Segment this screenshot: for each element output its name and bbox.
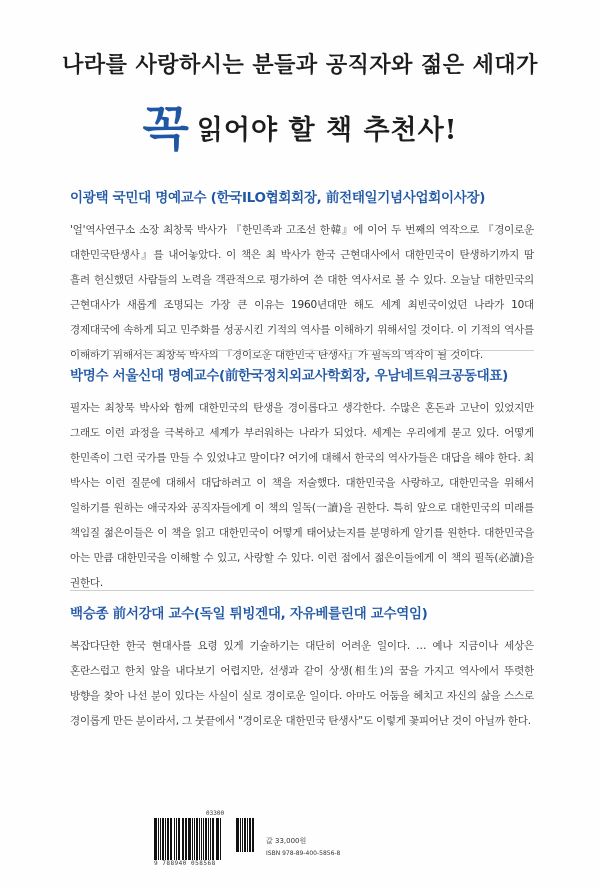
- section-divider: [70, 590, 534, 591]
- barcode-bar: [237, 818, 239, 852]
- barcode-bar: [165, 818, 166, 860]
- barcode-bar: [178, 818, 181, 860]
- barcode-bar: [171, 818, 172, 860]
- barcode-bar: [170, 818, 171, 860]
- barcode-bar: [176, 818, 177, 860]
- barcode-bar: [158, 818, 159, 860]
- emphasis-word: 꼭: [142, 101, 189, 157]
- headline-line-1: 나라를 사랑하시는 분들과 공직자와 젊은 세대가: [62, 52, 538, 78]
- barcode-addon-icon: [236, 818, 258, 852]
- price-label: 값 33,000원: [266, 837, 307, 845]
- barcode-bar: [162, 818, 165, 860]
- recommendation-text: '얼'역사연구소 소장 최창묵 박사가 『한민족과 고조선 한韓』에 이어 두 번째의 역작으로 『경이로운 대한민국탄생사』를 내어놓았다. 이 책은 최 박사가 한국 근현대사에서 대한민국이 탄생하기까지 땀 흘려 헌신했던 사람들의 노력을 객관적으로 평가하여 쓴 대한 역사서로 볼 수 있다. 오늘날 대한민국의 근현대사가 새롭게 조명되는 가장 큰 이유는 1960년대만 해도 세계 최빈국이었던 나라가 10대 경제대국에 속하게 되고 민주화를 성공시킨 기적의 역사를 이해하기 위해서일 것이다. 이 기적의 역사를 이해하기 위해서는 최창묵 박사의 『경이로운 대한민국 탄생사』가 필독의 역작이 될 것이다.: [70, 224, 534, 361]
- barcode-bar: [196, 818, 199, 860]
- barcode-bar: [185, 818, 187, 860]
- recommender-title: 이광택 국민대 명예교수 (한국ILO협회회장, 前전태일기념사업회이사장): [70, 190, 486, 206]
- barcode-bar: [212, 818, 215, 860]
- barcode-bar: [205, 818, 207, 860]
- barcode-bar: [199, 818, 200, 860]
- recommendation-3: [70, 602, 534, 734]
- barcode-bar: [192, 818, 193, 860]
- barcode-digits: 9 788940 058568: [154, 860, 216, 867]
- isbn-label: ISBN 978-89-400-5856-8: [266, 850, 341, 857]
- recommender-title: 박명수 서울신대 명예교수(前한국정치외교사학회장, 우남네트워크공동대표): [70, 368, 508, 384]
- barcode-bar: [210, 818, 211, 860]
- barcode-bar: [240, 818, 241, 852]
- barcode-bar: [217, 818, 219, 860]
- barcode-bar: [247, 818, 248, 852]
- barcode-bar: [189, 818, 191, 860]
- barcode-bar: [203, 818, 205, 860]
- barcode-block: [154, 810, 450, 870]
- headline-line-2: [0, 90, 600, 159]
- headline-line-2-text: 읽어야 할 책 추천사!: [196, 115, 458, 146]
- recommendation-1: [70, 186, 534, 368]
- barcode-bar: [183, 818, 184, 860]
- barcode-bar: [244, 818, 247, 852]
- barcode-bar: [220, 818, 221, 860]
- barcode-bar: [253, 818, 254, 852]
- barcode-bar: [252, 818, 253, 852]
- barcode-bar: [155, 818, 157, 860]
- barcode-icon: [154, 818, 232, 860]
- recommender-title: 백승종 前서강대 교수(독일 튀빙겐대, 자유베를린대 교수역임): [70, 606, 428, 622]
- recommendation-text: 복잡다단한 한국 현대사를 요령 있게 기술하기는 대단히 어려운 일이다. … 예나 지금이나 세상은 혼란스럽고 한치 앞을 내다보기 어렵지만, 선생과 같이 상생(相生)의 꿈을 가지고 역사에서 뚜렷한 방향을 찾아 나선 분이 있다는 사실이 실로 경이로운 일이다. 아마도 어둠을 헤치고 자신의 삶을 스스로 경이롭게 만든 분이라서, 그 붓끝에서 "경이로운 대한민국 탄생사"도 이렇게 꽃피어난 것이 아닐까 한다.: [70, 640, 534, 727]
- recommendation-2: [70, 364, 534, 596]
- section-divider: [70, 350, 534, 351]
- recommendation-text: 필자는 최창묵 박사와 함께 대한민국의 탄생을 경이롭다고 생각한다. 수많은 혼돈과 고난이 있었지만 그래도 이런 과정을 극복하고 세계가 부러워하는 나라가 되었다. 세계는 우리에게 묻고 있다. 어떻게 한민족이 그런 국가를 만들 수 있었냐고 말이다? 여기에 대해서 한국의 역사가들은 대답을 해야 한다. 최 박사는 이런 질문에 대해서 대답하려고 이 책을 저술했다. 대한민국을 사랑하고, 대한민국을 위해서 일하기를 원하는 애국자와 공직자들에게 이 책의 일독(一讀)을 권한다. 특히 앞으로 대한민국의 미래를 책임질 젊은이들은 이 책을 읽고 대한민국이 어떻게 태어났는지를 분명하게 알기를 원한다. 대한민국을 아는 만큼 대한민국을 이해할 수 있고, 사랑할 수 있다. 이런 점에서 젊은이들에게 이 책의 필독(必讀)을 권한다.: [70, 402, 534, 589]
- barcode-addon-number: 03300: [206, 810, 225, 817]
